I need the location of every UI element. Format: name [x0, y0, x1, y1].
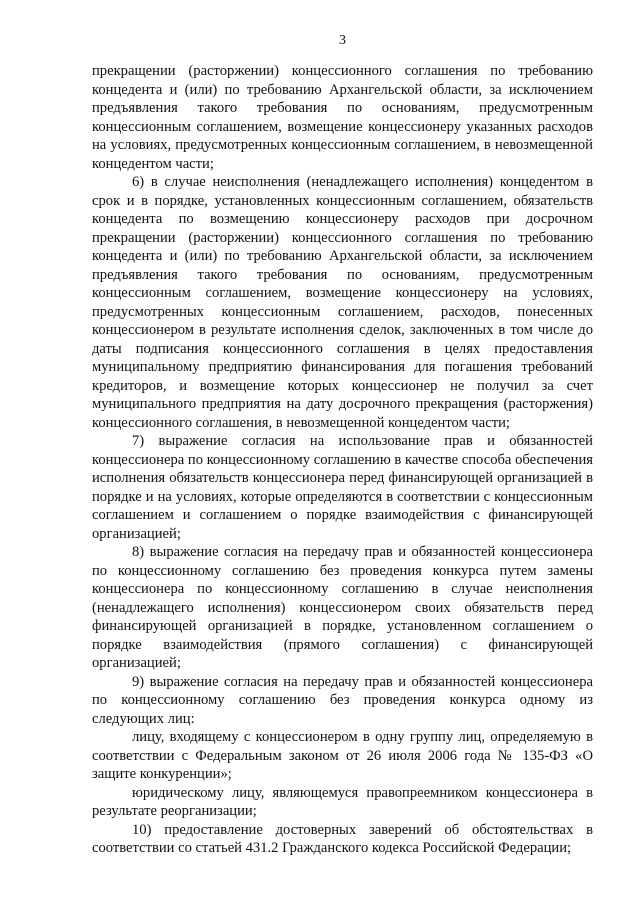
paragraph: 6) в случае неисполнения (ненадлежащего исполнения) концедентом в срок и в порядке, установленных концессионным соглашением, обязательств концедента по возмещению концессионеру расходов при досрочном прекращении (расторжении) концессионного соглашения по требованию концедента и (или) по требованию Архангельской области, за исключением предъявления такого требования по основаниям, предусмотренным концессионным соглашением, возмещение концессионеру на условиях, предусмотренных концессионным соглашением, расходов, понесенных концессионером в результате исполнения сделок, заключенных в том числе до даты подписания концессионного соглашения в целях предоставления муниципальному предприятию финансирования для погашения требований кредиторов, и возмещение которых концессионер не получил за счет муниципального предприятия на дату досрочного прекращения (расторжения) концессионного соглашения, в невозмещенной концедентом части; [92, 174, 593, 431]
document-body [92, 62, 593, 858]
paragraph: 7) выражение согласия на использование прав и обязанностей концессионера по концессионному соглашению в качестве способа обеспечения исполнения обязательств концессионера перед финансирующей организацией в порядке и на условиях, которые определяются в соответствии с концессионным соглашением и соглашением о порядке взаимодействия с финансирующей организацией; [92, 433, 593, 542]
paragraph: 9) выражение согласия на передачу прав и обязанностей концессионера по концессионному соглашению без проведения конкурса одному из следующих лиц: [92, 673, 593, 727]
page-number: 3 [339, 33, 346, 48]
paragraph: лицу, входящему с концессионером в одну группу лиц, определяемую в соответствии с Федеральным законом от 26 июля 2006 года № 135-ФЗ «О защите конкуренции»; [92, 729, 593, 782]
paragraph: юридическому лицу, являющемуся правопреемником концессионера в результате реорганизации; [92, 784, 593, 819]
paragraph: прекращении (расторжении) концессионного соглашения по требованию концедента и (или) по требованию Архангельской области, за исключением предъявления такого требования по основаниям, предусмотренным концессионным соглашением, возмещение концессионеру указанных расходов на условиях, предусмотренных концессионным соглашением, в невозмещенной концедентом части; [92, 63, 593, 172]
paragraph: 8) выражение согласия на передачу прав и обязанностей концессионера по концессионному соглашению без проведения конкурса путем замены концессионера по концессионному соглашению в случае неисполнения (ненадлежащего исполнения) концессионером своих обязательств перед финансирующей организацией в порядке, установленном соглашением о порядке взаимодействия (прямого соглашения) с финансирующей организацией; [92, 544, 593, 671]
paragraph: 10) предоставление достоверных заверений об обстоятельствах в соответствии со статьей 431.2 Гражданского кодекса Российской Федерации; [92, 821, 593, 856]
